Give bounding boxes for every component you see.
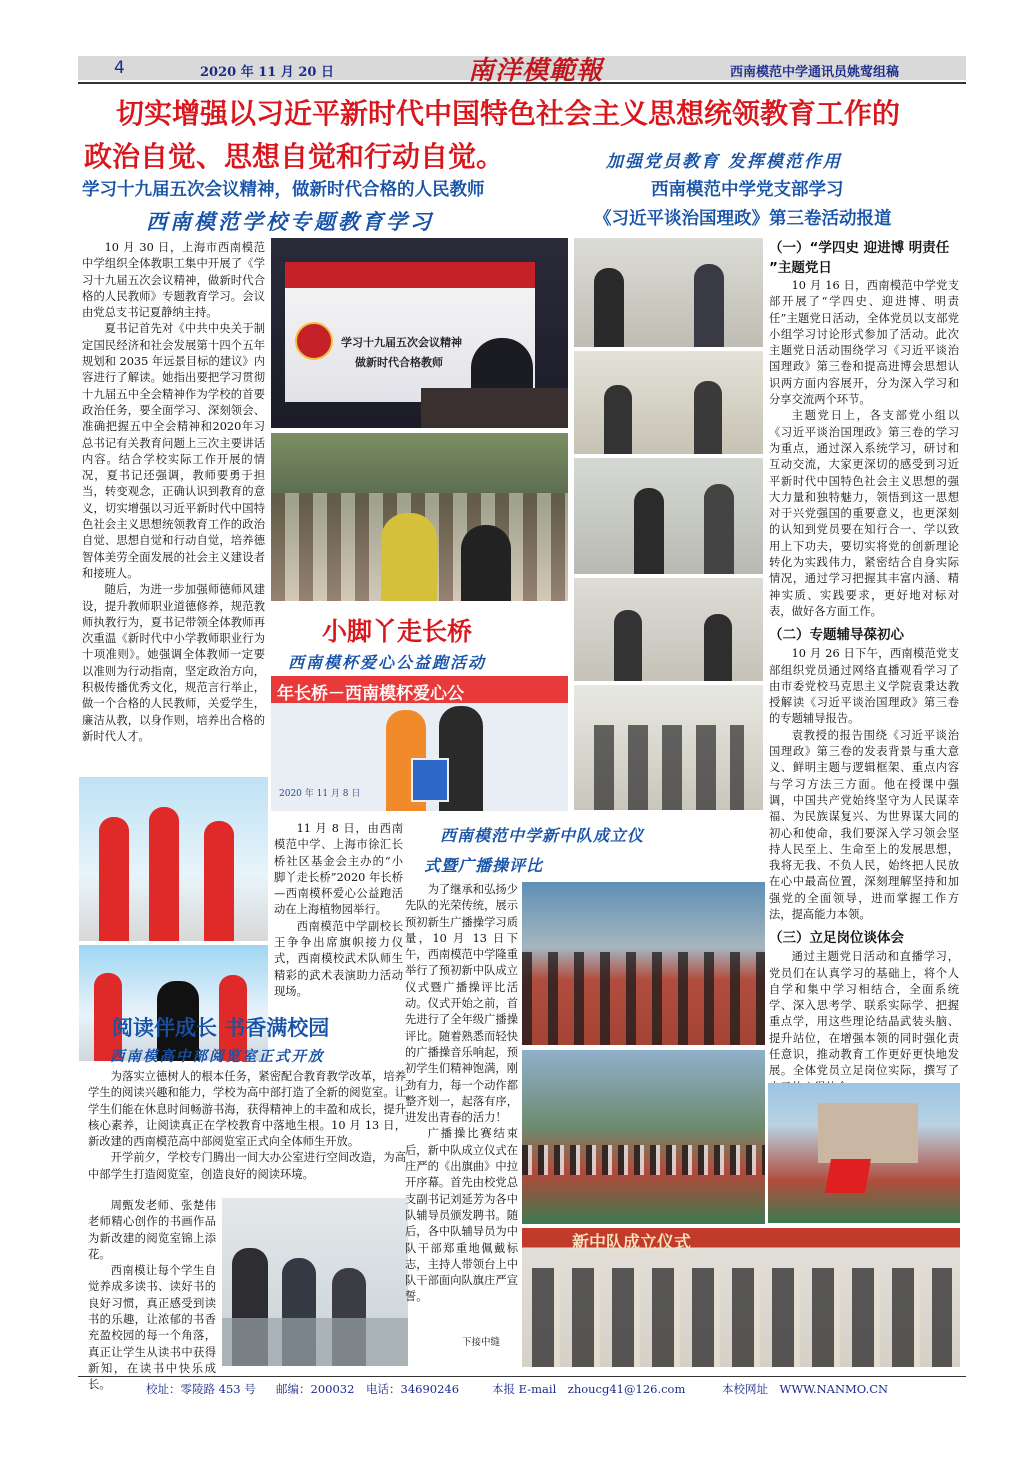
paragraph: 通过主题党日活动和直播学习，党员们在认真学习的基础上，将个人自学和集中学习相结合，全面系统学、深入思考学、联系实际学、把握重点学，用这些理论结晶武装头脑、提升站位，在增强本领的同时强化责任意识，推动教育工作更好更快地发展。全体党员立足岗位实际，撰写了 xyxy=(769,950,959,1078)
left-article-subtitle: 西南模范学校专题教育学习 xyxy=(146,210,434,234)
paragraph: 西南模让每个学生自觉养成多读书、读好书的良好习惯，真正感受到读书的乐趣，让浓郁的书香充盈校园的每一个角落，真正让学生从读书中获得新知，在读书中快乐成长。 xyxy=(88,1264,216,1392)
squad-article-body xyxy=(405,882,518,1306)
right-article-title-1: 西南模范中学党支部学习 xyxy=(651,180,844,200)
audience-photo xyxy=(271,433,568,601)
paragraph: 广播操比赛结束后，新中队成立仪式在庄严的《出旗曲》中拉开序幕。首先由校党总支副书记刘延芳为各中队辅导员颁发聘书。随后，各中队辅导员为中队干部郑重地佩戴标志，主持人带领台上中队干部面向队旗庄严宣誓。 xyxy=(405,1127,518,1304)
reading-room-photo xyxy=(222,1198,408,1366)
paragraph: 开学前夕，学校专门腾出一间大办公室进行空间改造，为高中部学生打造阅览室，创造良好的阅读环境。 xyxy=(88,1151,406,1181)
section-heading-1: （一）“学四史 迎进博 明责任 ”主题党日 xyxy=(769,240,950,276)
martial-arts-photo-2 xyxy=(79,945,268,1061)
paragraph: 周甄发老师、张楚伟老师精心创作的书画作品为新改建的阅览室锦上添花。 xyxy=(88,1199,216,1261)
party-day-photo-2 xyxy=(574,351,763,454)
left-article-title: 学习十九届五次会议精神，做新时代合格的人民教师 xyxy=(82,180,485,200)
main-headline-line2: 政治自觉、思想自觉和行动自觉。 xyxy=(84,140,505,173)
squad-article-title-1: 西南模范中学新中队成立仪 xyxy=(440,826,645,845)
reading-article-title: 阅读伴成长 书香满校园 xyxy=(112,1016,330,1040)
paragraph: 西南模范中学副校长王争争出席旗帜接力仪式，西南模校武术队师生精彩的武术表演助力活动现场。 xyxy=(274,919,403,998)
right-article-title-2: 《习近平谈治国理政》第三卷活动报道 xyxy=(594,209,892,229)
charity-run-photo: 年长桥－西南模杯爱心公 2020 年 11 月 8 日 xyxy=(271,676,568,811)
footer-phone: 电话：34690246 xyxy=(366,1382,460,1396)
paragraph: 为落实立德树人的根本任务，紧密配合教育教学改革，培养学生的阅读兴趣和能力，学校为高中部打造了全新的阅览室。让学生们能在休息时间畅游书海，获得精神上的丰盈和成长，提升核心素养，让阅读真正在学校教育中落地生根。10 月 13 日，新改建的西南模范高中部阅览室正式向全体师生开放。 xyxy=(88,1070,406,1149)
squad-article-title-2: 式暨广播操评比 xyxy=(424,856,544,875)
middle-article-subtitle: 西南模杯爱心公益跑活动 xyxy=(288,653,487,672)
school-emblem-icon xyxy=(295,322,333,360)
section-heading-3: （三）立足岗位谈体会 xyxy=(769,930,904,947)
right-article-body-1 xyxy=(769,238,959,1096)
paragraph: 袁教授的报告围绕《习近平谈治国理政》第三卷的发表背景与重大意义、鲜明主题与逻辑框架、重点内容与学习方法三方面。他在授课中强调，中国共产党始终坚守为人民谋幸福、为民族谋复兴、为世界谋大同的初心和使命，我们要深入学习领会坚持人民至上、生命至上的发展思想，我将无我、不负人民，始终把人民放在心中最高位置，深刻理解坚持和加强党的全面领导，进而掌握工作方法，提高能力本领。 xyxy=(769,728,959,921)
reading-article-body-bottom xyxy=(88,1198,216,1394)
masthead-logo: 南洋模範報 xyxy=(468,56,604,86)
middle-article-body xyxy=(274,821,403,1000)
paragraph: 11 月 8 日，由西南模范中学、上海市徐汇长桥社区基金会主办的“小脚丫走长桥”2020 年长桥—西南模杯爱心公益跑活动在上海植物园举行。 xyxy=(274,822,403,917)
paragraph: 10 月 30 日，上海市西南模范中学组织全体教职工集中开展了《学习十九届五次会议精神，做新时代合格的人民教师》专题教育学习。会议由党总支书记夏静纳主持。 xyxy=(82,241,265,320)
main-headline-line1: 切实增强以习近平新时代中国特色社会主义思想统领教育工作的 xyxy=(116,97,901,130)
editor-credit: 西南模范中学通讯员姚莺组稿 xyxy=(730,65,900,80)
middle-article-title: 小脚丫走长桥 xyxy=(322,617,473,646)
footer-website: 本校网址 WWW.NANMO.CN xyxy=(722,1382,889,1396)
party-day-photo-3 xyxy=(574,458,763,574)
paragraph: 夏书记首先对《中共中央关于制定国民经济和社会发展第十四个五年规划和 2035 年远景目标的建议》内容进行了解读。她指出要把学习贯彻十九届五中全会精神作为学校的首要政治任务，要全面学习、深刻领会、准确把握五中全会精神和2020年习总书记有关教育问题上三次主要讲话内容。结合学校实际工作开展的情况，夏书记还强调，教师要勇于担当，转变观念，正确认识到教育的意义，切实增强以习近平新时代中国特色社会主义思想统领教育工作的政治自觉、思想自觉和行动自觉，培养德智体美劳全面发展的社会主义建设者和接班人。 xyxy=(82,322,265,580)
footer-email: 本报 E-mail zhoucg41@126.com xyxy=(492,1382,686,1396)
paragraph: 主题党日上，各支部党小组以《习近平谈治国理政》第三卷的学习为重点，通过深入系统学习，研讨和互动交流，大家更深切的感受到习近平新时代中国特色社会主义思想的强大力量和独特魅力，领悟到这一思想对于兴党强国的重要意义，也更深刻的认知到党员要在知行合一、学以致用上下功夫，要切实将党的创新理论转化为实践伟力，紧密结合自身实际情况，通过学习把握其丰富内涵、精神实质、实践要求，更好地对标对表，做好各方面工作。 xyxy=(769,409,959,618)
martial-arts-photo-1 xyxy=(79,777,268,941)
flag xyxy=(411,758,449,802)
ceremony-banner: 新中队成立仪式 xyxy=(572,1233,691,1253)
footer-address: 校址：零陵路 453 号 xyxy=(146,1382,256,1396)
left-article-body xyxy=(82,240,265,745)
squad-ceremony-photo xyxy=(522,1228,960,1367)
projection-screen: 学习十九届五次会议精神 做新时代合格教师 xyxy=(285,262,535,402)
footer-rule xyxy=(78,1376,966,1377)
party-day-photo-4 xyxy=(574,578,763,681)
paragraph: 随后，为进一步加强师德师风建设，提升教师职业道德修养，规范教师执教行为，夏书记带领全体教师再次重温《新时代中小学教师职业行为十项准则》。她强调全体教师一定要以准则为行动指南，坚定政治方向，积极传播优秀文化，规范言行举止，做一个合格的人民教师，关爱学生，廉洁从教，以身作则，培养出合格的新时代人才。 xyxy=(82,583,265,743)
paragraph: 10 月 16 日，西南模范中学党支部开展了“学四史、迎进博、明责任”主题党日活动，全体党员以支部党小组学习讨论形式参加了活动。此次主题党日活动围绕学习《习近平谈治国理政》第三卷和提高进博会思想认识两方面内容展开，分为深入学习和分享交流两个环节。 xyxy=(769,279,959,407)
issue-date: 2020 年 11 月 20 日 xyxy=(200,65,334,80)
event-banner: 年长桥－西南模杯爱心公 xyxy=(277,684,464,704)
flag-ceremony-photo xyxy=(768,1083,960,1223)
teacher-figure xyxy=(381,513,437,601)
party-day-photo-1 xyxy=(574,238,763,347)
broadcast-exercise-photo-2 xyxy=(522,1050,765,1224)
paragraph: 为了继承和弘扬少先队的光荣传统，展示预初新生广播操学习质量，10 月 13 日下午，西南模范中学隆重举行了预初新中队成立仪式暨广播操评比活动。仪式开始之前，首先进行了全年级广播操评比。随着熟悉而轻快的广播操音乐响起，预初学生们精神饱满，刚劲有力，每一个动作都整齐划一，起落有序，进发出青春的活力！ xyxy=(405,883,518,1125)
reading-article-body-top xyxy=(88,1069,406,1183)
section-heading-2: （二）专题辅导葆初心 xyxy=(769,627,904,644)
continued-note: 下接中缝 xyxy=(462,1337,501,1348)
lecture-photo xyxy=(271,238,568,428)
paragraph: 10 月 26 日下午，西南模范党支部组织党员通过网络直播观看学习了由市委党校马克思主义学院袁秉达教授解读《习近平谈治国理政》第三卷的专题辅导报告。 xyxy=(769,647,959,726)
footer-zip: 邮编：200032 xyxy=(276,1382,355,1396)
party-day-photo-5 xyxy=(574,685,763,810)
reading-article-subtitle: 西南模高中部阅览室正式开放 xyxy=(110,1049,325,1065)
broadcast-exercise-photo-1 xyxy=(522,882,765,1045)
page-number: 4 xyxy=(114,58,125,78)
red-flag xyxy=(825,1159,871,1193)
right-article-kicker: 加强党员教育 发挥模范作用 xyxy=(606,152,842,172)
